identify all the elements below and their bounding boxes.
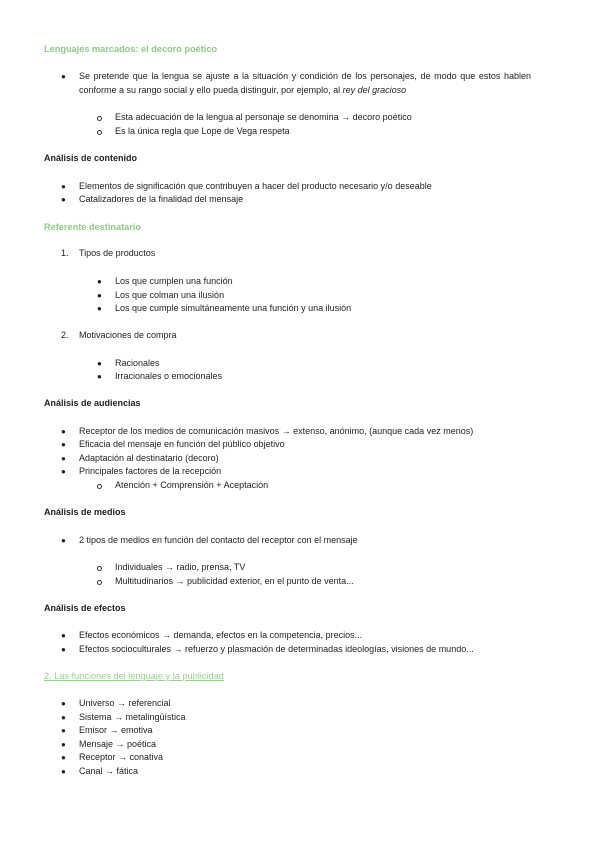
list-number: 2. [61, 330, 69, 340]
list-item: Universo → referencial [79, 698, 171, 708]
list-item: Sistema → metalingüística [79, 712, 186, 722]
bullet: ● [97, 372, 102, 381]
heading-contenido: Análisis de contenido [44, 153, 138, 163]
list-item-text: Se pretende que la lengua se ajuste a la situación y condición de los personajes, de modo que estos hablen conforme a su rango social y ello pueda distinguir, por ejemplo, al [79, 71, 531, 95]
bullet: ● [61, 454, 66, 463]
sub-bullet [97, 484, 102, 489]
list-item: Receptor de los medios de comunicación masivos → extenso, anónimo, (aunque cada vez menos) [79, 426, 474, 436]
bullet: ● [61, 195, 66, 204]
list-item: Tipos de productos [79, 248, 156, 258]
list-item: Mensaje → poética [79, 739, 157, 749]
bullet: ● [61, 753, 66, 762]
sub-bullet [97, 580, 102, 585]
sub-item: Irracionales o emocionales [115, 371, 223, 381]
heading-medios: Análisis de medios [44, 507, 126, 517]
sub-bullet [97, 116, 102, 121]
heading-decoro: Lenguajes marcados: el decoro poético [44, 44, 218, 54]
sub-item: Los que cumple simultáneamente una función y una ilusión [115, 303, 352, 313]
sub-item: Atención + Comprensión + Aceptación [115, 480, 269, 490]
bullet: ● [61, 645, 66, 654]
list-item: Catalizadores de la finalidad del mensaje [79, 194, 244, 204]
bullet: ● [61, 182, 66, 191]
heading-referente: Referente destinatario [44, 222, 142, 232]
sub-item: Es la única regla que Lope de Vega respeta [115, 126, 290, 136]
bullet: ● [97, 304, 102, 313]
list-item: Motivaciones de compra [79, 330, 177, 340]
sub-item: Multitudinarios → publicidad exterior, en el punto de venta... [115, 576, 354, 586]
sub-item: Individuales → radio, prensa, TV [115, 562, 246, 572]
bullet: ● [97, 291, 102, 300]
bullet: ● [61, 536, 66, 545]
sub-item: Racionales [115, 358, 160, 368]
bullet: ● [61, 699, 66, 708]
list-item: Elementos de significación que contribuyen a hacer del producto necesario y/o deseable [79, 181, 432, 191]
bullet: ● [97, 359, 102, 368]
heading-efectos: Análisis de efectos [44, 603, 126, 613]
list-item: Emisor → emotiva [79, 725, 153, 735]
bullet: ● [61, 713, 66, 722]
list-item: Eficacia del mensaje en función del público objetivo [79, 439, 285, 449]
list-item-decoro [79, 70, 531, 97]
bullet: ● [61, 427, 66, 436]
bullet: ● [61, 767, 66, 776]
list-item-italic: rey del gracioso [342, 84, 407, 95]
sub-bullet [97, 566, 102, 571]
bullet: ● [61, 726, 66, 735]
list-item: Adaptación al destinatario (decoro) [79, 453, 219, 463]
bullet: ● [61, 740, 66, 749]
bullet: ● [61, 467, 66, 476]
list-item: Canal → fática [79, 766, 139, 776]
bullet: ● [97, 277, 102, 286]
sub-bullet [97, 130, 102, 135]
list-item: 2 tipos de medios en función del contacto del receptor con el mensaje [79, 535, 358, 545]
list-item: Receptor → conativa [79, 752, 164, 762]
bullet: ● [61, 72, 66, 81]
list-item: Principales factores de la recepción [79, 466, 222, 476]
bullet: ● [61, 631, 66, 640]
list-number: 1. [61, 248, 69, 258]
sub-item: Esta adecuación de la lengua al personaje se denomina → decoro poético [115, 112, 412, 122]
heading-funciones-link[interactable]: 2. Las funciones del lenguaje y la publicidad [44, 671, 224, 681]
list-item: Efectos económicos → demanda, efectos en la competencia, precios... [79, 630, 363, 640]
sub-item: Los que colman una ilusión [115, 290, 225, 300]
list-item: Efectos socioculturales → refuerzo y plasmación de determinadas ideologías, visiones de mundo... [79, 644, 474, 654]
heading-audiencias: Análisis de audiencias [44, 398, 141, 408]
sub-item: Los que cumplen una función [115, 276, 233, 286]
bullet: ● [61, 440, 66, 449]
